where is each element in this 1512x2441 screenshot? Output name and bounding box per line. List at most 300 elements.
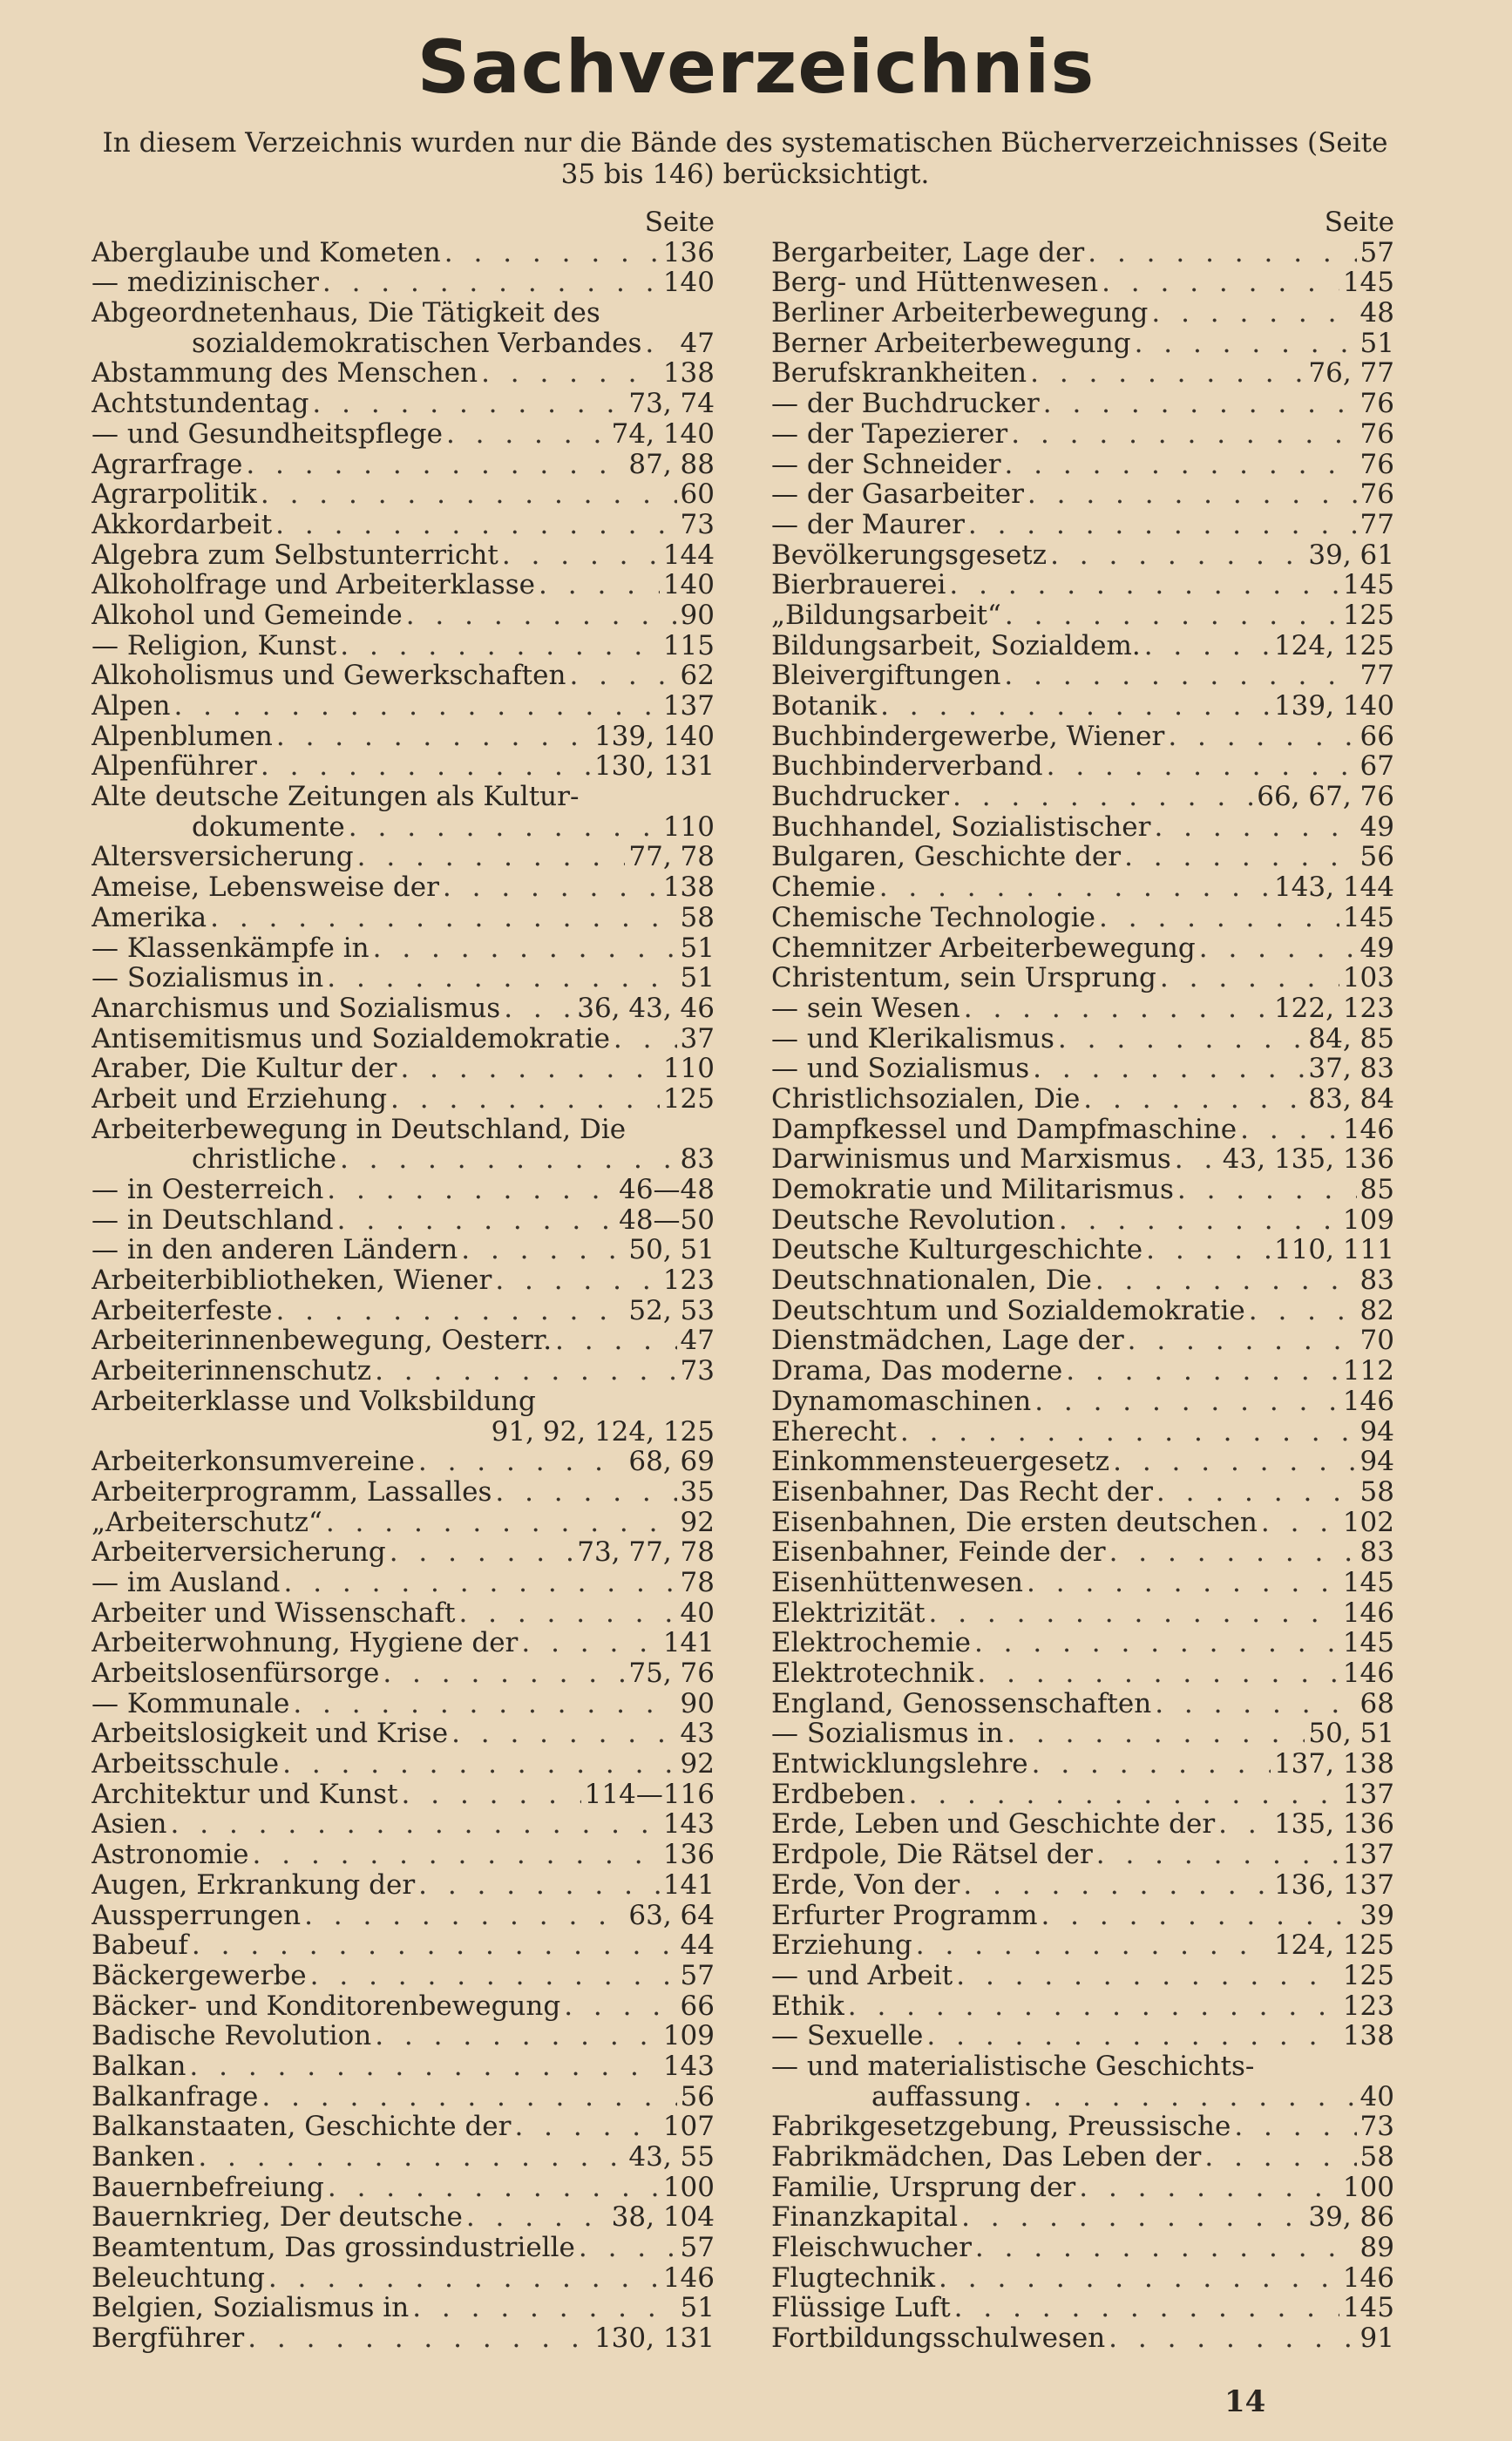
index-entry [92, 1387, 715, 1417]
leader-dots [521, 1628, 659, 1658]
index-entry [92, 2112, 715, 2142]
index-entry-pages: 76 [1359, 479, 1394, 510]
leader-dots [210, 903, 676, 933]
index-entry-pages: 73, 77, 78 [577, 1537, 715, 1568]
index-entry-pages: 140 [662, 570, 715, 600]
index-entry-pages: 47 [680, 1326, 715, 1357]
leader-dots [327, 1175, 615, 1205]
index-entry-term: Eisenbahnen, Die ersten deutschen [771, 1507, 1258, 1538]
index-entry-term: Chemnitzer Arbeiterbewegung [771, 932, 1196, 964]
index-entry-term: Dynamomaschinen [771, 1386, 1032, 1417]
index-entry-term: Arbeiterfeste [92, 1295, 273, 1326]
index-entry [92, 1326, 715, 1356]
index-entry-term: Ameise, Lebensweise der [92, 872, 439, 903]
leader-dots [458, 1598, 676, 1629]
index-entry [92, 1719, 715, 1749]
index-entry-term: Alkoholfrage und Arbeiterklasse [92, 570, 536, 600]
index-entry-pages: 145 [1342, 1567, 1394, 1598]
index-entry-term: „Arbeiterschutz“ [92, 1507, 322, 1538]
index-entry-term: — Religion, Kunst [92, 630, 337, 661]
index-entry-pages: 51 [680, 2293, 715, 2324]
index-column-right [771, 207, 1394, 2354]
leader-dots [402, 1780, 581, 1810]
index-entry [771, 570, 1394, 600]
leader-dots [357, 842, 626, 872]
index-entry-pages: 130, 131 [593, 751, 715, 783]
index-entry [92, 1961, 715, 1991]
leader-dots [1261, 1508, 1339, 1538]
index-entry-pages: 66 [1359, 721, 1394, 752]
index-entry [92, 2142, 715, 2173]
index-entry [92, 268, 715, 298]
index-entry [771, 450, 1394, 480]
leader-dots [848, 1991, 1339, 2022]
index-entry-term: England, Genossenschaften [771, 1688, 1152, 1719]
index-entry-pages: 94 [1359, 1447, 1394, 1477]
index-entry-pages: 58 [680, 902, 715, 933]
leader-dots [481, 358, 660, 389]
leader-dots [502, 540, 660, 571]
leader-dots [1032, 1749, 1271, 1780]
index-entry-term: christliche [192, 1144, 336, 1175]
index-entry-pages: 48 [1359, 298, 1394, 329]
index-entry [92, 1356, 715, 1387]
index-entry-term: — und Gesundheitspflege [92, 418, 443, 450]
index-entry-term: Eisenbahner, Feinde der [771, 1537, 1106, 1568]
index-entry-pages: 83 [1359, 1265, 1394, 1296]
index-entry-pages: 57 [1359, 237, 1394, 268]
index-entry [771, 1961, 1394, 1991]
index-entry-pages: 139, 140 [1273, 691, 1394, 722]
leader-dots [977, 1658, 1339, 1689]
index-entry-term: Bergführer [92, 2323, 245, 2354]
leader-dots [412, 2293, 676, 2323]
leader-dots [198, 2142, 625, 2173]
index-entry [92, 2263, 715, 2294]
index-entry [771, 903, 1394, 933]
index-entry-term: — in Oesterreich [92, 1175, 324, 1205]
index-entry-pages: 138 [662, 358, 715, 390]
index-entry [92, 1930, 715, 1961]
leader-dots [1135, 329, 1357, 359]
leader-dots [1050, 540, 1305, 571]
index-entry-pages: 92 [680, 1749, 715, 1780]
index-entry [771, 1598, 1394, 1629]
leader-dots [1024, 2082, 1357, 2112]
index-entry-term: — der Schneider [771, 449, 1001, 480]
index-entry-term: Beamtentum, Das grossindustrielle [92, 2233, 575, 2263]
index-entry-pages: 107 [662, 2112, 715, 2142]
index-entry [92, 722, 715, 752]
leader-dots [310, 1961, 677, 1991]
index-entry-term: Erde, Von der [771, 1869, 960, 1901]
index-entry-pages: 85 [1359, 1175, 1394, 1205]
index-entry-term: Fleischwucher [771, 2233, 972, 2263]
index-entry-term: Amerika [92, 902, 207, 933]
leader-dots [1109, 2323, 1356, 2354]
leader-dots [963, 1870, 1271, 1901]
leader-dots [390, 1084, 660, 1115]
index-entry [92, 600, 715, 631]
index-entry-term: Arbeiterwohnung, Hygiene der [92, 1628, 519, 1658]
index-entry-term: — Sexuelle [771, 2021, 924, 2051]
index-entry-term: Deutsche Kulturgeschichte [771, 1235, 1143, 1266]
index-entry-pages: 138 [1342, 2021, 1394, 2051]
index-entry-pages: 145 [1342, 2293, 1394, 2324]
index-entry-term: auffassung [871, 2081, 1020, 2112]
index-entry-term: — Sozialismus in [771, 1719, 1004, 1750]
index-entry-term: Buchhandel, Sozialistischer [771, 811, 1151, 843]
index-entry-term: Familie, Ursprung der [771, 2172, 1076, 2203]
index-entry [771, 751, 1394, 782]
index-entry-pages: 67 [1359, 751, 1394, 783]
leader-dots [949, 570, 1339, 600]
index-entry [771, 2142, 1394, 2173]
index-entry-pages: 56 [1359, 842, 1394, 873]
index-entry-pages: 125 [1342, 1960, 1394, 1991]
leader-dots [261, 479, 677, 510]
index-entry [771, 1658, 1394, 1689]
index-entry [771, 722, 1394, 752]
leader-dots [326, 1508, 677, 1538]
index-entry-term: Balkan [92, 2051, 186, 2082]
index-entry-pages: 145 [1342, 902, 1394, 933]
index-entry [771, 2082, 1394, 2112]
leader-dots [1240, 1115, 1339, 1145]
leader-dots [1177, 1175, 1357, 1205]
index-entry-pages: 50, 51 [628, 1235, 715, 1266]
index-entry [771, 298, 1394, 329]
index-entry [771, 1477, 1394, 1508]
leader-dots [974, 1628, 1339, 1658]
index-entry-term: Alpenblumen [92, 721, 273, 752]
leader-dots [192, 1930, 677, 1961]
leader-dots [1007, 1719, 1305, 1749]
column-header-seite: Seite [1324, 207, 1394, 238]
index-entry [92, 661, 715, 691]
index-entry [771, 2173, 1394, 2203]
index-entry-term: Aberglaube und Kometen [92, 237, 441, 268]
index-entry-pages: 109 [662, 2021, 715, 2051]
index-entry-pages: 90 [680, 1688, 715, 1719]
index-entry [771, 2293, 1394, 2323]
index-entry [92, 1084, 715, 1115]
index-entry-pages: 77, 78 [628, 842, 715, 873]
leader-dots [1095, 1265, 1357, 1296]
leader-dots [327, 963, 676, 993]
index-entry [771, 1809, 1394, 1840]
leader-dots [1146, 1235, 1271, 1265]
leader-dots [349, 812, 660, 843]
index-entry [92, 238, 715, 268]
leader-dots [293, 1689, 676, 1719]
index-entry [771, 479, 1394, 510]
index-entry [92, 2202, 715, 2233]
index-entry-pages: 146 [662, 2262, 715, 2294]
index-entry-pages: 130, 131 [593, 2323, 715, 2354]
index-entry-pages: 56 [680, 2081, 715, 2112]
index-entry [771, 2202, 1394, 2233]
index-entry-term: Eisenbahner, Das Recht der [771, 1476, 1153, 1508]
index-entry-term: Bierbrauerei [771, 570, 946, 600]
index-entry-pages: 141 [662, 1869, 715, 1901]
index-entry [771, 1417, 1394, 1448]
index-entry [771, 1628, 1394, 1658]
index-entry-term: Eherecht [771, 1416, 897, 1448]
index-entry-term: — Kommunale [92, 1688, 290, 1719]
index-entry-term: Architektur und Kunst [92, 1779, 398, 1810]
leader-dots [284, 1568, 677, 1598]
leader-dots [1079, 2173, 1339, 2203]
index-entry-pages: 137, 138 [1273, 1749, 1394, 1780]
index-entry [771, 872, 1394, 903]
index-entry [92, 631, 715, 661]
index-entry [92, 1991, 715, 2022]
leader-dots [614, 1024, 677, 1054]
index-entry-pages: 73 [680, 1356, 715, 1387]
index-entry [92, 691, 715, 722]
index-entry [92, 298, 715, 329]
index-entry-term: Arbeiterklasse und Volksbildung [92, 1386, 536, 1417]
leader-dots [247, 2323, 591, 2354]
index-entry-term: Buchbinderverband [771, 751, 1043, 783]
leader-dots [495, 1477, 676, 1508]
index-entry-term: Achtstundentag [92, 389, 309, 419]
index-entry [92, 2173, 715, 2203]
index-entry-term: Deutschtum und Sozialdemokratie [771, 1295, 1245, 1326]
leader-dots [253, 1840, 660, 1870]
index-entry-pages: 103 [1342, 963, 1394, 993]
index-entry-term: Alkoholismus und Gewerkschaften [92, 661, 566, 691]
index-entry-pages: 57 [680, 1960, 715, 1991]
index-entry [92, 1175, 715, 1205]
index-entry-term: Balkanfrage [92, 2081, 259, 2112]
index-entry-term: Bäckergewerbe [92, 1960, 307, 1991]
index-entry-pages: 43, 135, 136 [1222, 1144, 1394, 1175]
index-entry [92, 1780, 715, 1810]
index-entry-pages: 36, 43, 46 [577, 993, 715, 1024]
index-entry-term: — und Arbeit [771, 1960, 953, 1991]
leader-dots [569, 661, 676, 691]
leader-dots [275, 1296, 625, 1326]
index-entry-term: Beleuchtung [92, 2262, 265, 2294]
index-entry-pages: 48—50 [619, 1204, 715, 1236]
index-entry-pages: 58 [1359, 1476, 1394, 1508]
index-entry-term: Arbeiterinnenschutz [92, 1356, 372, 1387]
index-entry [771, 540, 1394, 571]
index-entry [92, 2021, 715, 2051]
index-entry-pages: 66 [680, 1990, 715, 2022]
index-entry [771, 1144, 1394, 1175]
index-entry-pages: 38, 104 [611, 2202, 715, 2234]
index-entry-pages: 51 [1359, 328, 1394, 359]
index-entry-pages: 145 [1342, 268, 1394, 299]
index-entry-pages: 146 [1342, 2262, 1394, 2294]
index-entry-term: Drama, Das moderne [771, 1356, 1063, 1387]
index-entry [92, 1568, 715, 1598]
leader-dots [956, 1961, 1339, 1991]
leader-dots [1059, 1205, 1339, 1236]
leader-dots [954, 2293, 1339, 2323]
index-entry [771, 963, 1394, 993]
index-entry [92, 1024, 715, 1054]
index-entry [92, 358, 715, 389]
index-entry-pages: 137 [1342, 1779, 1394, 1810]
leader-dots [304, 1901, 625, 1931]
index-entry-pages: 58 [1359, 2142, 1394, 2173]
index-entry-pages: 136 [662, 1840, 715, 1870]
index-entry [92, 903, 715, 933]
index-entry [92, 782, 715, 812]
leader-dots [340, 631, 660, 661]
index-entry-pages: 87, 88 [628, 449, 715, 480]
index-entry-term: Agrarfrage [92, 449, 243, 480]
index-entry [92, 1598, 715, 1629]
index-entry-term: Erde, Leben und Geschichte der [771, 1809, 1216, 1841]
index-entry [771, 842, 1394, 872]
index-entry-term: Bergarbeiter, Lage der [771, 237, 1085, 268]
leader-dots [446, 419, 608, 450]
index-entry-term: Araber, Die Kultur der [92, 1054, 397, 1084]
index-entry-term: Arbeitsschule [92, 1749, 280, 1780]
index-entry-term: Berufskrankheiten [771, 358, 1027, 390]
leader-dots [373, 933, 677, 964]
index-entry-pages: 46—48 [619, 1175, 715, 1205]
index-entry-term: Botanik [771, 691, 878, 722]
index-entry-pages: 83 [680, 1144, 715, 1175]
index-entry [92, 570, 715, 600]
index-entry [771, 1296, 1394, 1326]
index-entry-pages: 109 [1342, 1204, 1394, 1236]
index-entry [92, 510, 715, 540]
index-entry-pages: 47 [680, 328, 715, 359]
index-entry-term: — im Ausland [92, 1567, 281, 1598]
index-entry [771, 1115, 1394, 1145]
index-entry-pages: 110 [662, 1054, 715, 1084]
index-entry-pages: 76 [1359, 418, 1394, 450]
leader-dots [1005, 450, 1357, 480]
leader-dots [880, 691, 1271, 722]
index-entry-term: — sein Wesen [771, 993, 960, 1024]
index-entry [92, 872, 715, 903]
leader-dots [961, 2202, 1305, 2233]
index-entry [771, 1508, 1394, 1538]
index-entry [92, 479, 715, 510]
index-entry [92, 1901, 715, 1931]
index-entry-term: Akkordarbeit [92, 509, 273, 540]
index-entry [92, 1689, 715, 1719]
index-entry [771, 631, 1394, 661]
index-entry [771, 1024, 1394, 1054]
index-entry-pages: 57 [680, 2233, 715, 2263]
index-entry [771, 238, 1394, 268]
leader-dots [1113, 1447, 1356, 1477]
page-number: 14 [1224, 2384, 1266, 2419]
index-entry [92, 1537, 715, 1568]
index-entry-pages: 44 [680, 1930, 715, 1961]
leader-dots [1154, 812, 1356, 843]
index-entry-pages: 43 [680, 1719, 715, 1750]
index-entry [771, 2112, 1394, 2142]
index-entry-pages: 89 [1359, 2233, 1394, 2263]
leader-dots [1102, 268, 1339, 298]
index-entry-term: sozialdemokratischen Verbandes [192, 328, 642, 359]
index-entry [771, 1719, 1394, 1749]
leader-dots [276, 722, 591, 752]
index-entry-term: — und Sozialismus [771, 1054, 1030, 1084]
index-entry [771, 1447, 1394, 1477]
index-entry-pages: 83 [1359, 1537, 1394, 1568]
index-entry-pages: 51 [680, 963, 715, 993]
index-entry-pages: 143, 144 [1273, 872, 1394, 903]
index-entry [771, 691, 1394, 722]
leader-dots [1096, 1840, 1339, 1870]
index-entry-term: — medizinischer [92, 268, 319, 299]
index-entry-pages: 140 [662, 268, 715, 299]
index-entry [92, 1054, 715, 1084]
index-entry [771, 1356, 1394, 1387]
index-entry-pages: 94 [1359, 1416, 1394, 1448]
index-entry [771, 1568, 1394, 1598]
leader-dots [1109, 1537, 1357, 1568]
leader-dots [953, 782, 1253, 812]
index-entry-term: Arbeiterinnenbewegung, Oesterr. [92, 1326, 553, 1357]
index-entry-pages: 68 [1359, 1688, 1394, 1719]
index-entry [771, 933, 1394, 964]
index-entry-pages: 112 [1342, 1356, 1394, 1387]
index-entry [771, 1689, 1394, 1719]
leader-dots [1058, 1024, 1305, 1054]
index-entry-pages: 135, 136 [1273, 1809, 1394, 1841]
index-entry [771, 2051, 1394, 2082]
index-entry-pages: 84, 85 [1308, 1023, 1394, 1054]
index-entry [92, 1235, 715, 1265]
index-entry-term: Bauernkrieg, Der deutsche [92, 2202, 463, 2234]
index-entry-pages: 82 [1359, 1295, 1394, 1326]
index-entry [771, 1326, 1394, 1356]
leader-dots [383, 1658, 625, 1689]
index-entry-term: dokumente [192, 811, 345, 843]
index-entry-term: — in Deutschland [92, 1204, 334, 1236]
index-entry-term: Elektrotechnik [771, 1658, 974, 1689]
index-entry-term: Antisemitismus und Sozialdemokratie [92, 1023, 610, 1054]
leader-dots [495, 1265, 660, 1296]
index-entry [92, 2293, 715, 2323]
index-entry-pages: 100 [1342, 2172, 1394, 2203]
index-entry [771, 1901, 1394, 1931]
leader-dots [514, 2112, 659, 2142]
index-entry [92, 1508, 715, 1538]
index-entry [771, 600, 1394, 631]
index-entry-term: Arbeitslosenfürsorge [92, 1658, 380, 1689]
index-entry [92, 842, 715, 872]
leader-dots [539, 570, 660, 600]
index-entry-pages: 114—116 [584, 1779, 715, 1810]
leader-dots [1027, 1568, 1339, 1598]
index-entry [771, 1205, 1394, 1236]
index-entry-term: Arbeitslosigkeit und Krise [92, 1719, 449, 1750]
index-entry-term: Bildungsarbeit, Sozialdem. [771, 630, 1141, 661]
index-entry [771, 2263, 1394, 2294]
index-entry-term: Arbeit und Erziehung [92, 1083, 388, 1115]
index-entry-pages: 51 [680, 932, 715, 964]
leader-dots [1199, 933, 1357, 964]
index-entry-pages: 123 [662, 1265, 715, 1296]
leader-dots [564, 1991, 676, 2022]
index-entry [771, 1054, 1394, 1084]
index-entry-term: Buchbindergewerbe, Wiener [771, 721, 1165, 752]
leader-dots [939, 2263, 1339, 2294]
